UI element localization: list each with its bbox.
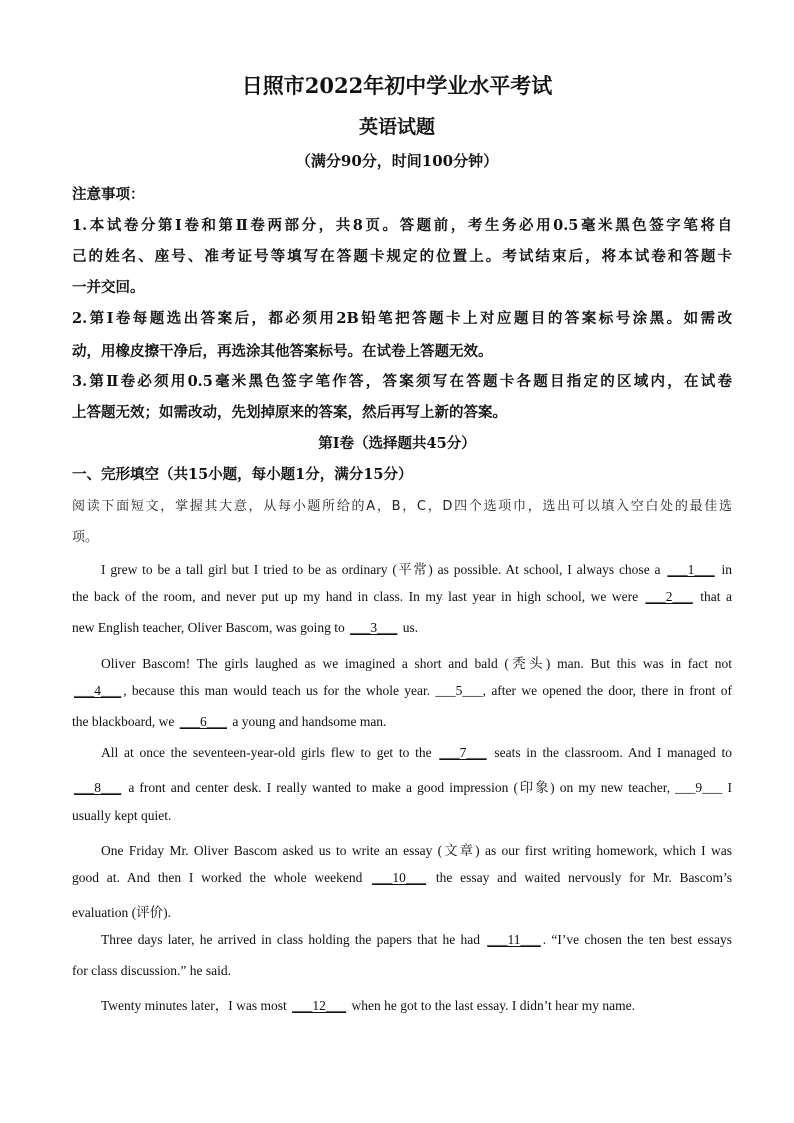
instruction-line: 阅读下面短文，掌握其大意，从每小题所给的A，B，C，D四个选项巾，选出可以填入空白处的最佳选 <box>72 499 732 514</box>
exam-title: 日照市2022年初中学业水平考试 <box>241 73 553 98</box>
passage-line: I grew to be a tall girl but I tried to be as ordinary (平常) as possible. At school, I always chose a ___1___ in <box>101 562 732 577</box>
passage-line: Three days later, he arrived in class holding the papers that he had ___11___ . “I’ve chosen the ten best essays <box>101 932 732 947</box>
blank-1: ___1___ <box>667 562 715 577</box>
part1-heading: 第Ⅰ卷（选择题共45分） <box>318 435 476 452</box>
passage-line: new English teacher, Oliver Bascom, was going to ___3___ us. <box>72 620 419 635</box>
notice-line: 上答题无效；如需改动，先划掉原来的答案，然后再写上新的答案。 <box>72 404 507 421</box>
blank-8: ___8___ <box>74 780 122 795</box>
notice-line: 1.本试卷分第Ⅰ卷和第Ⅱ卷两部分，共8页。答题前，考生务必用0.5毫米黑色签字笔将自 <box>72 217 732 234</box>
passage-line: the blackboard, we ___6___ a young and handsome man. <box>72 714 387 729</box>
notice-line: 一并交回。 <box>72 279 145 296</box>
blank-3: ___3___ <box>350 620 398 635</box>
passage-line: ___8___ a front and center desk. I really wanted to make a good impression (印象) on my new teacher, ___9___ I <box>74 780 732 795</box>
notice-heading: 注意事项： <box>72 186 145 203</box>
blank-7: ___7___ <box>439 745 487 760</box>
blank-12: ___12___ <box>292 998 347 1013</box>
blank-11: ___11___ <box>487 932 541 947</box>
notice-line: 2.第Ⅰ卷每题选出答案后，都必须用2B铅笔把答题卡上对应题目的答案标号涂黑。如需改 <box>72 310 732 327</box>
notice-line: 动，用橡皮擦干净后，再选涂其他答案标号。在试卷上答题无效。 <box>72 343 493 360</box>
passage-line: good at. And then I worked the whole weekend ___10___ the essay and waited nervously for Mr. Bascom’s <box>72 870 732 885</box>
section-heading: 一、完形填空（共15小题，每小题1分，满分15分） <box>72 466 413 483</box>
notice-line: 3.第Ⅱ卷必须用0.5毫米黑色签字笔作答，答案须写在答题卡各题目指定的区域内，在试卷 <box>72 373 732 390</box>
notice-line: 己的姓名、座号、准考证号等填写在答题卡规定的位置上。考试结束后，将本试卷和答题卡 <box>72 248 732 265</box>
instruction-line: 项。 <box>72 530 99 545</box>
passage-line: for class discussion.” he said. <box>72 963 231 978</box>
passage-line: ___4___ , because this man would teach us for the whole year. ___5___, after we opened the door, there in front of <box>74 683 732 698</box>
blank-10: ___10___ <box>372 870 427 885</box>
blank-2: ___2___ <box>645 589 693 604</box>
blank-4: ___4___ <box>74 683 122 698</box>
blank-6: ___6___ <box>179 714 227 729</box>
passage-line: the back of the room, and never put up my hand in class. In my last year in high school, we were ___2___ that a <box>72 589 732 604</box>
passage-line: Twenty minutes later，I was most ___12___ when he got to the last essay. I didn’t hear my name. <box>101 998 635 1013</box>
subject-title: 英语试题 <box>358 116 435 138</box>
passage-line: evaluation (评价). <box>72 905 171 920</box>
passage-line: All at once the seventeen-year-old girls flew to get to the ___7___ seats in the classroom. And I managed to <box>101 745 732 760</box>
score-info: （满分90分，时间100分钟） <box>295 152 499 170</box>
passage-line: One Friday Mr. Oliver Bascom asked us to write an essay (文章) as our first writing homework, which I was <box>101 843 732 858</box>
passage-line: Oliver Bascom! The girls laughed as we imagined a short and bald (秃头) man. But this was in fact not <box>101 656 732 671</box>
passage-line: usually kept quiet. <box>72 808 172 823</box>
